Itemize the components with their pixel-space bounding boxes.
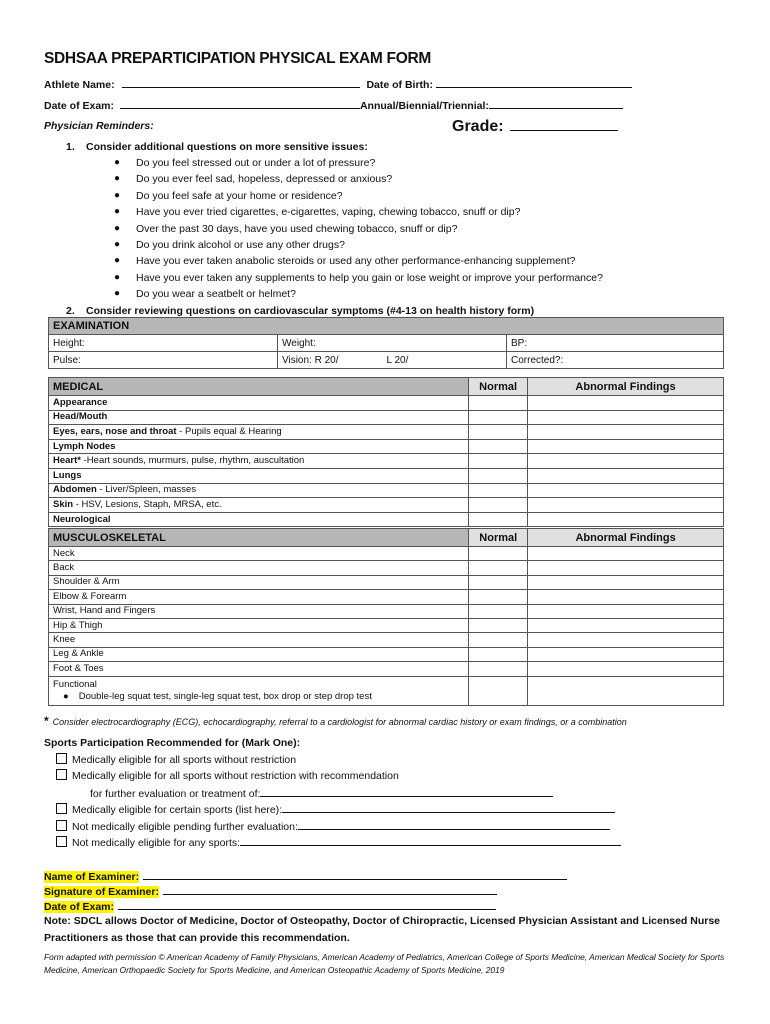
normal-cell[interactable] xyxy=(469,498,528,513)
normal-cell[interactable] xyxy=(469,410,528,425)
bullet-icon: ● xyxy=(114,157,121,168)
question-item: ● Do you wear a seatbelt or helmet? xyxy=(114,286,724,302)
normal-cell[interactable] xyxy=(469,575,528,589)
examiner-signature-field[interactable] xyxy=(163,884,497,895)
table-row: Back xyxy=(49,561,724,575)
further-evaluation-field[interactable] xyxy=(260,786,553,797)
abnormal-cell[interactable] xyxy=(528,590,724,604)
option-certain-sports[interactable]: Medically eligible for certain sports (list here): xyxy=(56,802,615,816)
checkbox[interactable] xyxy=(56,769,67,780)
abnormal-cell[interactable] xyxy=(528,498,724,513)
abnormal-cell[interactable] xyxy=(528,547,724,561)
table-row: Leg & Ankle xyxy=(49,647,724,661)
height-cell[interactable]: Height: xyxy=(49,335,278,352)
medical-header: MEDICAL xyxy=(49,378,469,396)
table-row: Knee xyxy=(49,633,724,647)
normal-cell[interactable] xyxy=(469,396,528,411)
footnote xyxy=(44,714,627,728)
examiner-date-field[interactable] xyxy=(118,899,496,910)
athlete-name-field[interactable] xyxy=(122,77,360,88)
question-item: ● Do you feel stressed out or under a lot of pressure? xyxy=(114,155,724,171)
exam-date-row xyxy=(44,98,623,112)
abnormal-cell[interactable] xyxy=(528,676,724,705)
credit-text: Form adapted with permission © American Academy of Family Physicians, American Academy of Pediatrics, American College of Sports Medicine, American Medical Society for Sports Medicine, American Orthopaedic Society for Sports Medicine, and American Osteopathic Academy of Sports Medicine, 2019 xyxy=(44,952,725,975)
examiner-signature-row xyxy=(44,884,497,898)
normal-cell[interactable] xyxy=(469,604,528,618)
option-further-evaluation: for further evaluation or treatment of: xyxy=(90,786,553,800)
examiner-date-label: Date of Exam: xyxy=(44,901,115,913)
examiner-date-row xyxy=(44,899,496,913)
sensitive-questions-list xyxy=(66,155,724,303)
table-row: Skin - HSV, Lesions, Staph, MRSA, etc. xyxy=(49,498,724,513)
question-item: ● Have you ever taken any supplements to help you gain or lose weight or improve your performance? xyxy=(114,270,724,286)
abnormal-cell[interactable] xyxy=(528,647,724,661)
vision-left-label: L 20/ xyxy=(386,354,409,366)
abnormal-cell[interactable] xyxy=(528,454,724,469)
abnormal-cell[interactable] xyxy=(528,410,724,425)
bullet-icon: ● xyxy=(114,189,121,201)
exam-date-field[interactable] xyxy=(120,98,360,109)
page-title: SDHSAA PREPARTICIPATION PHYSICAL EXAM FORM xyxy=(44,50,431,67)
abnormal-cell[interactable] xyxy=(528,662,724,676)
table-row: Heart* -Heart sounds, murmurs, pulse, rhythm, auscultation xyxy=(49,454,724,469)
bullet-icon: ● xyxy=(114,271,121,283)
grade-row xyxy=(452,118,618,136)
msk-normal-header: Normal xyxy=(469,529,528,547)
normal-cell[interactable] xyxy=(469,561,528,575)
msk-header: MUSCULOSKELETAL xyxy=(49,529,469,547)
checkbox[interactable] xyxy=(56,820,67,831)
bullet-icon: ● xyxy=(114,222,121,234)
weight-cell[interactable]: Weight: xyxy=(278,335,507,352)
table-row: Neurological xyxy=(49,512,724,527)
question-item: ● Have you ever tried cigarettes, e-cigarettes, vaping, chewing tobacco, snuff or dip? xyxy=(114,204,724,220)
athlete-name-label: Athlete Name: xyxy=(44,79,115,91)
sdcl-note: Note: SDCL allows Doctor of Medicine, Doctor of Osteopathy, Doctor of Chiropractic, Licensed Physician Assistant and Licensed Nurse Practitioners as those that can provide this recommendation. xyxy=(44,915,721,944)
msk-abnormal-header: Abnormal Findings xyxy=(528,529,724,547)
vision-right-label: Vision: R 20/ xyxy=(282,354,339,366)
table-row: Elbow & Forearm xyxy=(49,590,724,604)
abnormal-cell[interactable] xyxy=(528,604,724,618)
certain-sports-field[interactable] xyxy=(282,802,615,813)
abnormal-cell[interactable] xyxy=(528,512,724,527)
dob-field[interactable] xyxy=(436,77,632,88)
reminders-list xyxy=(44,139,724,319)
grade-field[interactable] xyxy=(510,120,618,131)
question-item: ● Have you ever taken anabolic steroids or used any other performance-enhancing supplement? xyxy=(114,253,724,269)
option-pending[interactable]: Not medically eligible pending further evaluation: xyxy=(56,819,610,833)
examiner-name-row xyxy=(44,869,567,883)
footnote-star: * xyxy=(44,714,49,728)
option-with-recommendation[interactable]: Medically eligible for all sports without restriction with recommendation xyxy=(56,769,399,782)
abnormal-cell[interactable] xyxy=(528,483,724,498)
reminder-number: 2. xyxy=(66,304,75,317)
normal-cell[interactable] xyxy=(469,662,528,676)
bullet-icon: ● xyxy=(114,288,121,300)
medical-abnormal-header: Abnormal Findings xyxy=(528,378,724,396)
table-row: Wrist, Hand and Fingers xyxy=(49,604,724,618)
question-item: ● Do you ever feel sad, hopeless, depressed or anxious? xyxy=(114,171,724,187)
bullet-icon: ● xyxy=(63,690,69,702)
bullet-icon: ● xyxy=(114,239,121,251)
examiner-signature-label: Signature of Examiner: xyxy=(44,886,159,898)
bullet-icon: ● xyxy=(114,173,121,185)
examiner-name-label: Name of Examiner: xyxy=(44,871,140,883)
examination-table xyxy=(48,317,724,369)
abnormal-cell[interactable] xyxy=(528,425,724,440)
question-item: ● Over the past 30 days, have you used chewing tobacco, snuff or dip? xyxy=(114,221,724,237)
table-row: Lymph Nodes xyxy=(49,439,724,454)
grade-label: Grade: xyxy=(452,118,504,135)
checkbox[interactable] xyxy=(56,803,67,814)
normal-cell[interactable] xyxy=(469,483,528,498)
reminder-text: Consider additional questions on more sensitive issues: xyxy=(86,141,368,153)
table-row: Abdomen - Liver/Spleen, masses xyxy=(49,483,724,498)
examiner-name-field[interactable] xyxy=(143,869,567,880)
normal-cell[interactable] xyxy=(469,547,528,561)
athlete-name-row xyxy=(44,77,632,91)
normal-cell[interactable] xyxy=(469,439,528,454)
not-eligible-field[interactable] xyxy=(240,835,621,846)
reminder-text: Consider reviewing questions on cardiovascular symptoms (#4-13 on health history form) xyxy=(86,304,535,317)
dob-label: Date of Birth: xyxy=(366,79,433,91)
normal-cell[interactable] xyxy=(469,633,528,647)
table-row: Appearance xyxy=(49,396,724,411)
normal-cell[interactable] xyxy=(469,454,528,469)
option-all-sports[interactable]: Medically eligible for all sports without restriction xyxy=(56,753,296,766)
abnormal-cell[interactable] xyxy=(528,633,724,647)
table-row: Neck xyxy=(49,547,724,561)
vision-cell[interactable] xyxy=(278,352,507,369)
table-row: Eyes, ears, nose and throat - Pupils equal & Hearing xyxy=(49,425,724,440)
normal-cell[interactable] xyxy=(469,647,528,661)
abnormal-cell[interactable] xyxy=(528,575,724,589)
medical-normal-header: Normal xyxy=(469,378,528,396)
physician-reminders-label: Physician Reminders: xyxy=(44,120,154,132)
bullet-icon: ● xyxy=(114,206,121,218)
question-item: ● Do you feel safe at your home or residence? xyxy=(114,188,724,204)
checkbox[interactable] xyxy=(56,753,67,764)
abnormal-cell[interactable] xyxy=(528,396,724,411)
question-item: ● Do you drink alcohol or use any other drugs? xyxy=(114,237,724,253)
normal-cell[interactable] xyxy=(469,512,528,527)
checkbox[interactable] xyxy=(56,836,67,847)
abnormal-cell[interactable] xyxy=(528,439,724,454)
corrected-cell[interactable]: Corrected?: xyxy=(507,352,724,369)
abnormal-cell[interactable] xyxy=(528,618,724,632)
normal-cell[interactable] xyxy=(469,590,528,604)
reminder-item xyxy=(44,139,724,303)
reminder-number: 1. xyxy=(66,141,75,153)
normal-cell[interactable] xyxy=(469,676,528,705)
option-not-eligible[interactable]: Not medically eligible for any sports: xyxy=(56,835,621,849)
abnormal-cell[interactable] xyxy=(528,468,724,483)
exam-date-label: Date of Exam: xyxy=(44,100,115,112)
annual-label: Annual/Biennial/Triennial: xyxy=(359,100,489,112)
table-row: Lungs xyxy=(49,468,724,483)
functional-note: Double-leg squat test, single-leg squat test, box drop or step drop test xyxy=(78,690,372,702)
sports-title: Sports Participation Recommended for (Mark One): xyxy=(44,737,301,749)
pending-field[interactable] xyxy=(298,819,610,830)
medical-table xyxy=(48,377,724,527)
normal-cell[interactable] xyxy=(469,618,528,632)
normal-cell[interactable] xyxy=(469,468,528,483)
table-row: Foot & Toes xyxy=(49,662,724,676)
table-row: Hip & Thigh xyxy=(49,618,724,632)
bullet-icon: ● xyxy=(114,255,121,267)
normal-cell[interactable] xyxy=(469,425,528,440)
footnote-text: Consider electrocardiography (ECG), echocardiography, referral to a cardiologist for abnormal cardiac history or exam findings, or a combination xyxy=(52,717,627,727)
table-row: Functional ● Double-leg squat test, single-leg squat test, box drop or step drop test xyxy=(49,676,724,705)
musculoskeletal-table xyxy=(48,528,724,706)
table-row: Shoulder & Arm xyxy=(49,575,724,589)
abnormal-cell[interactable] xyxy=(528,561,724,575)
pulse-cell[interactable]: Pulse: xyxy=(49,352,278,369)
examination-header: EXAMINATION xyxy=(49,318,724,335)
table-row: Head/Mouth xyxy=(49,410,724,425)
annual-field[interactable] xyxy=(489,98,623,109)
bp-cell[interactable]: BP: xyxy=(507,335,724,352)
